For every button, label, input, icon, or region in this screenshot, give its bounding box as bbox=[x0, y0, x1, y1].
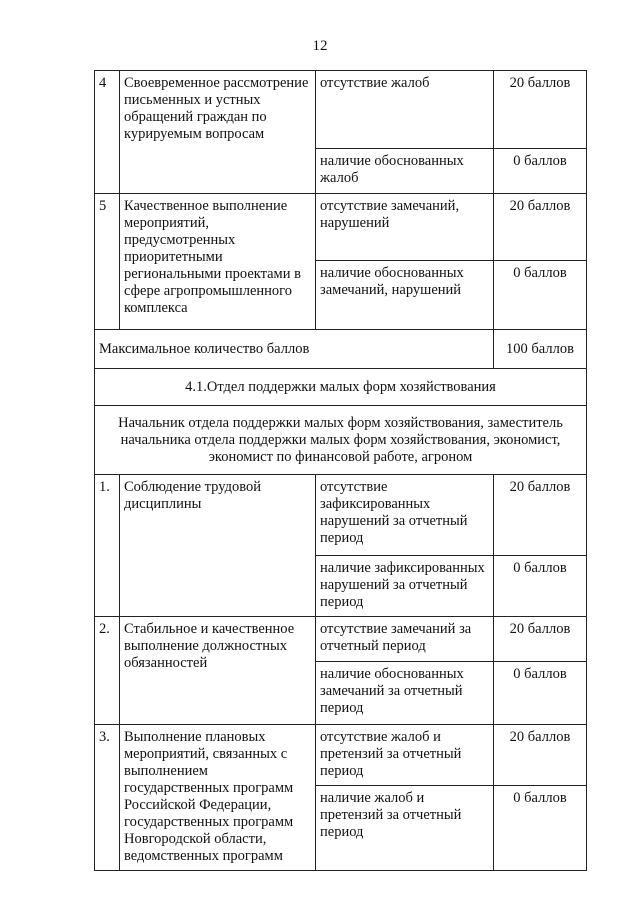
max-points-row bbox=[95, 330, 587, 369]
points-cell: 0 баллов bbox=[494, 662, 587, 725]
criterion-cell: Качественное выполнение мероприятий, предусмотренных приоритетными региональными проектами в сфере агропромышленного комплекса bbox=[120, 194, 316, 330]
criterion-cell: Выполнение плановых мероприятий, связанных с выполнением государственных программ Российской Федерации, государственных программ Новгородской области, ведомственных программ bbox=[120, 725, 316, 871]
criteria-table bbox=[94, 70, 587, 871]
points-cell: 20 баллов bbox=[494, 71, 587, 149]
row-number: 2. bbox=[95, 617, 120, 725]
section-title-row bbox=[95, 369, 587, 406]
row-number: 3. bbox=[95, 725, 120, 871]
points-cell: 0 баллов bbox=[494, 149, 587, 194]
table-row bbox=[95, 194, 587, 261]
condition-cell: наличие обоснованных жалоб bbox=[316, 149, 494, 194]
table-row bbox=[95, 617, 587, 662]
condition-cell: отсутствие замечаний, нарушений bbox=[316, 194, 494, 261]
row-number: 1. bbox=[95, 475, 120, 617]
criterion-cell: Стабильное и качественное выполнение должностных обязанностей bbox=[120, 617, 316, 725]
positions-row bbox=[95, 406, 587, 475]
points-cell: 20 баллов bbox=[494, 475, 587, 556]
criterion-cell: Соблюдение трудовой дисциплины bbox=[120, 475, 316, 617]
condition-cell: наличие обоснованных замечаний за отчетный период bbox=[316, 662, 494, 725]
table-row bbox=[95, 475, 587, 556]
points-cell: 20 баллов bbox=[494, 194, 587, 261]
max-points-label: Максимальное количество баллов bbox=[95, 330, 494, 369]
condition-cell: отсутствие зафиксированных нарушений за отчетный период bbox=[316, 475, 494, 556]
points-cell: 0 баллов bbox=[494, 556, 587, 617]
points-cell: 0 баллов bbox=[494, 786, 587, 871]
page-number: 12 bbox=[312, 38, 328, 54]
max-points-value: 100 баллов bbox=[494, 330, 587, 369]
condition-cell: наличие зафиксированных нарушений за отчетный период bbox=[316, 556, 494, 617]
points-cell: 20 баллов bbox=[494, 617, 587, 662]
condition-cell: отсутствие замечаний за отчетный период bbox=[316, 617, 494, 662]
positions-text: Начальник отдела поддержки малых форм хозяйствования, заместитель начальника отдела поддержки малых форм хозяйствования, экономист, экономист по финансовой работе, агроном bbox=[95, 406, 587, 475]
criterion-cell: Своевременное рассмотрение письменных и устных обращений граждан по курируемым вопросам bbox=[120, 71, 316, 194]
table-row bbox=[95, 725, 587, 786]
condition-cell: отсутствие жалоб и претензий за отчетный период bbox=[316, 725, 494, 786]
points-cell: 20 баллов bbox=[494, 725, 587, 786]
points-cell: 0 баллов bbox=[494, 261, 587, 330]
condition-cell: наличие жалоб и претензий за отчетный период bbox=[316, 786, 494, 871]
section-title: 4.1.Отдел поддержки малых форм хозяйствования bbox=[95, 369, 587, 406]
table-row bbox=[95, 71, 587, 149]
row-number: 4 bbox=[95, 71, 120, 194]
condition-cell: наличие обоснованных замечаний, нарушений bbox=[316, 261, 494, 330]
row-number: 5 bbox=[95, 194, 120, 330]
condition-cell: отсутствие жалоб bbox=[316, 71, 494, 149]
